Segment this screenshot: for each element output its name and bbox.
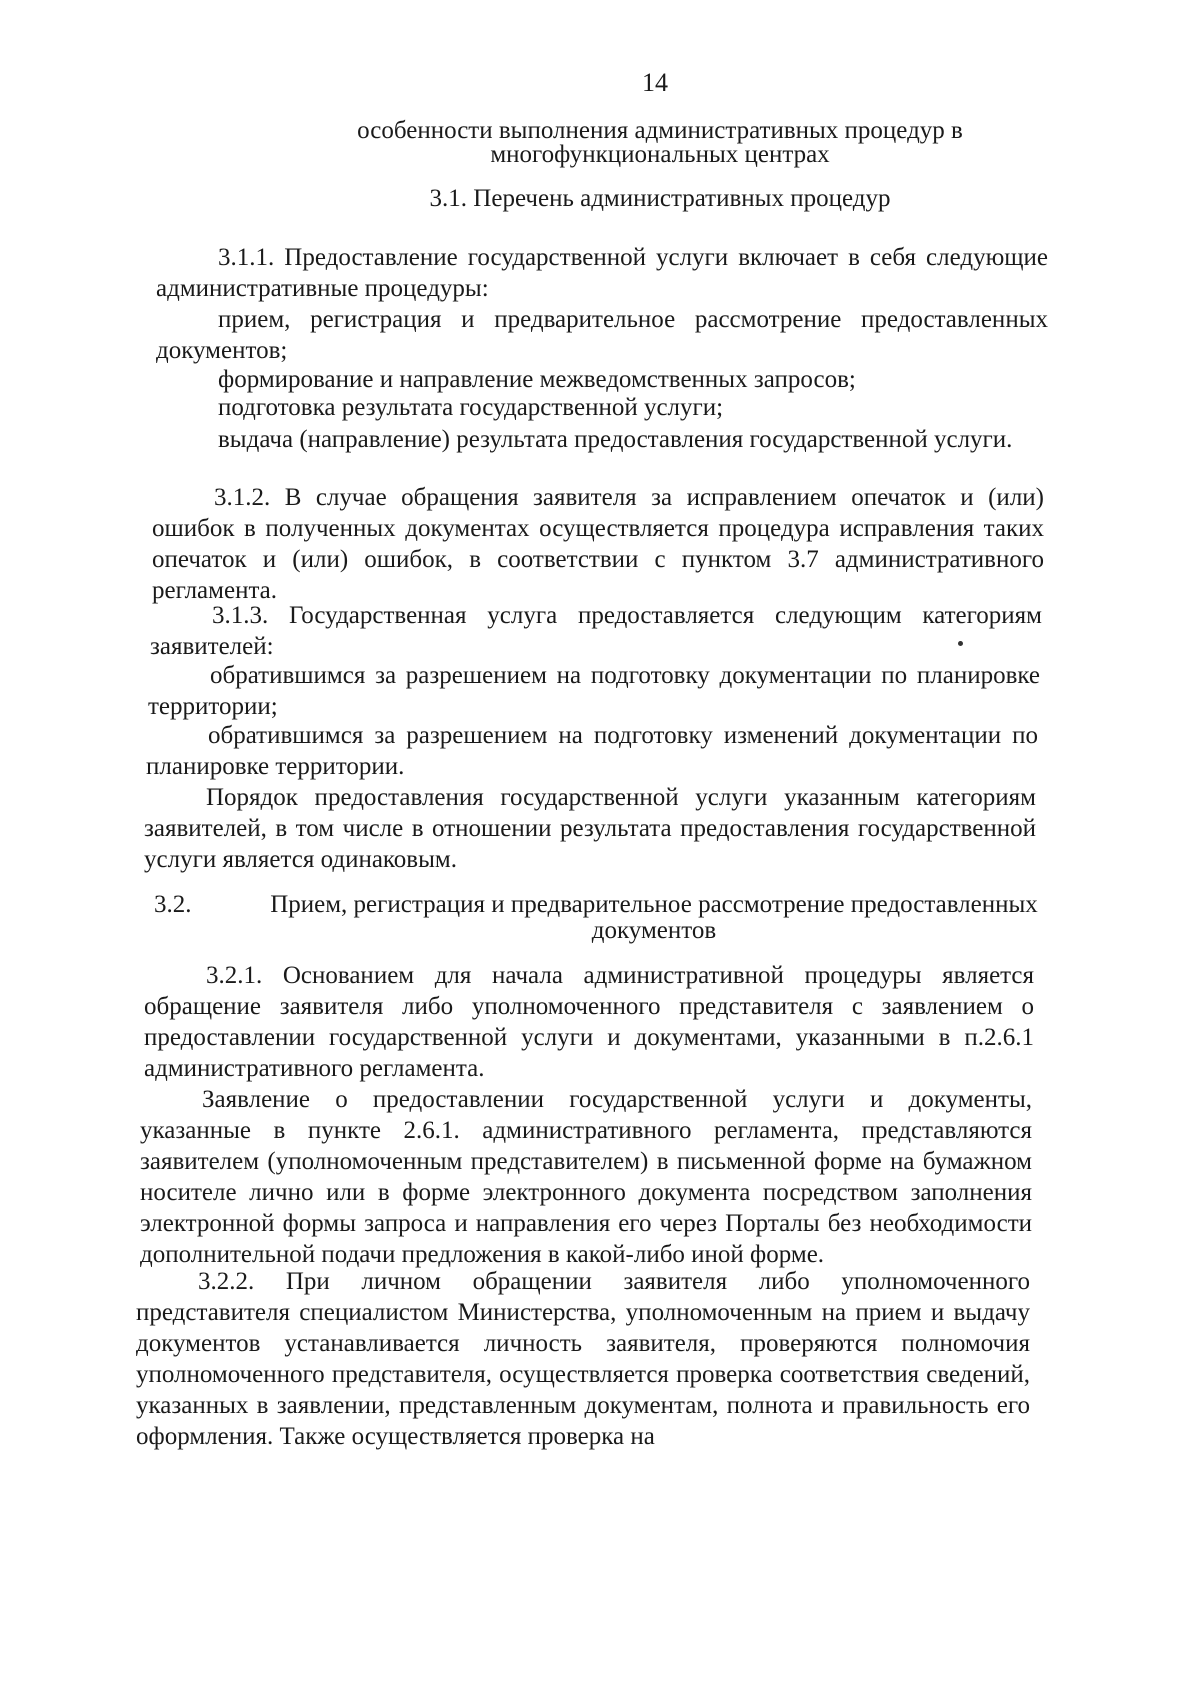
paragraph-3-2-1: 3.2.1. Основанием для начала административной процедуры является обращение заявителя либо уполномоченного представителя с заявлением о предоставлении государственной услуги и документами, указанными в п.2.6.1 административного регламента. xyxy=(144,962,1034,1082)
section-3-2-title-line-2: документов xyxy=(591,917,717,944)
paragraph-3-2-2: 3.2.2. При личном обращении заявителя либо уполномоченного представителя специалистом Министерства, уполномоченным на прием и выдачу документов устанавливается личность заявителя, проверяются полномочия уполномоченного представителя, осуществляется проверка соответствия сведений, указанных в заявлении, представленным документам, полнота и правильность его оформления. Также осуществляется проверка на xyxy=(136,1268,1030,1450)
list-item-3: подготовка результата государственной услуги; xyxy=(218,394,724,421)
section-3-2-heading xyxy=(154,891,1038,952)
paragraph-application: Заявление о предоставлении государственной услуги и документы, указанные в пункте 2.6.1. административного регламента, представляются заявителем (уполномоченным представителем) в письменной форме на бумажном носителе лично или в форме электронного документа посредством заполнения электронной формы запроса и направления его через Порталы без необходимости дополнительной подачи предложения в какой-либо иной форме. xyxy=(140,1086,1032,1268)
paragraph-3-1-3: 3.1.3. Государственная услуга предоставляется следующим категориям заявителей: xyxy=(150,602,1042,660)
section-3-2-title-line-1: Прием, регистрация и предварительное рассмотрение предоставленных xyxy=(270,891,1038,918)
list-item-2: формирование и направление межведомственных запросов; xyxy=(218,366,856,393)
header-line-1: особенности выполнения административных процедур в xyxy=(357,117,963,144)
header-line-2: многофункциональных центрах xyxy=(490,141,830,168)
page-number: 14 xyxy=(642,68,668,97)
category-item-2: обратившимся за разрешением на подготовку изменений документации по планировке территории. xyxy=(146,722,1038,780)
section-3-1-title: 3.1. Перечень административных процедур xyxy=(429,185,891,212)
paragraph-order: Порядок предоставления государственной услуги указанным категориям заявителей, в том числе в отношении результата предоставления государственной услуги является одинаковым. xyxy=(144,784,1036,873)
category-item-1: обратившимся за разрешением на подготовку документации по планировке территории; xyxy=(148,662,1040,720)
section-3-2-number: 3.2. xyxy=(154,891,192,918)
list-item-4: выдача (направление) результата предоставления государственной услуги. xyxy=(218,426,1013,453)
paragraph-3-1-1: 3.1.1. Предоставление государственной услуги включает в себя следующие административные процедуры: xyxy=(156,244,1048,302)
list-item-1: прием, регистрация и предварительное рассмотрение предоставленных документов; xyxy=(156,306,1048,364)
paragraph-3-1-2: 3.1.2. В случае обращения заявителя за исправлением опечаток и (или) ошибок в полученных документах осуществляется процедура исправления таких опечаток и (или) ошибок, в соответствии с пунктом 3.7 административного регламента. xyxy=(152,484,1044,604)
